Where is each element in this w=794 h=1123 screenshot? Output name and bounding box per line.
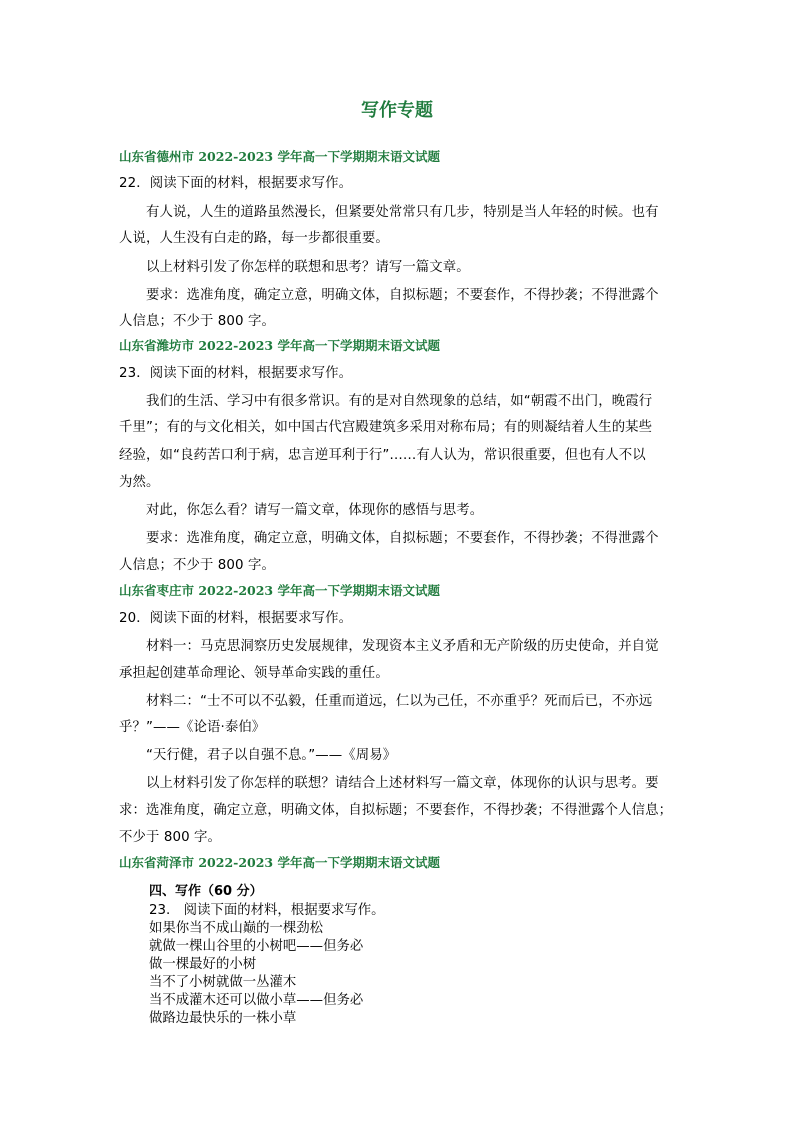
page-title: 写作专题 [361,100,433,121]
requirements-line: 求：选准角度，确定立意，明确文体，自拟标题；不要套作，不得抄袭；不得泄露个人信息； [119,803,673,818]
question-23-prompt: 23．阅读下面的材料，根据要求写作。 [119,366,353,381]
text-line: 为然。 [119,475,160,490]
poem-line: 做一棵最好的小树 [149,957,257,972]
text-line: 以上材料引发了你怎样的联想和思考？请写一篇文章。 [146,260,470,275]
poem-line: 当不成灌木还可以做小草——但务必 [149,993,364,1008]
poem-line: 做路边最快乐的一株小草 [149,1011,297,1026]
requirements-line: 要求：选准角度，确定立意，明确文体，自拟标题；不要套作，不得抄袭；不得泄露个 [146,531,659,546]
part-four-heading: 四、写作（60 分） [149,884,263,899]
text-line: 材料一：马克思洞察历史发展规律，发现资本主义矛盾和无产阶级的历史使命，并自觉 [146,639,659,654]
section-heading-heze: 山东省菏泽市 2022-2023 学年高一下学期期末语文试题 [119,855,440,870]
text-line: 材料二：“士不可以不弘毅，任重而道远，仁以为己任，不亦重乎？死而后已，不亦远 [146,694,653,709]
question-20-prompt: 20．阅读下面的材料，根据要求写作。 [119,611,353,626]
poem-line: 当不了小树就做一丛灌木 [149,975,297,990]
poem-line: 如果你当不成山巅的一棵劲松 [149,921,324,936]
requirements-line: 要求：选准角度，确定立意，明确文体，自拟标题；不要套作，不得抄袭；不得泄露个 [146,288,659,303]
section-heading-zaozhuang: 山东省枣庄市 2022-2023 学年高一下学期期末语文试题 [119,583,440,598]
text-line: 承担起创建革命理论、领导革命实践的重任。 [119,666,389,681]
requirements-line: 人信息；不少于 800 字。 [119,314,275,329]
question-23-prompt: 23. 阅读下面的材料，根据要求写作。 [149,903,385,918]
text-line: 对此，你怎么看？请写一篇文章，体现你的感悟与思考。 [146,503,484,518]
text-line: 经验，如“良药苦口利于病，忠言逆耳利于行”……有人认为，常识很重要，但也有人不以 [119,448,646,463]
text-line: 以上材料引发了你怎样的联想？请结合上述材料写一篇文章，体现你的认识与思考。要 [146,776,659,791]
requirements-line: 不少于 800 字。 [119,830,222,845]
text-line: “天行健，君子以自强不息。”——《周易》 [146,748,397,763]
requirements-line: 人信息；不少于 800 字。 [119,558,275,573]
text-line: 有人说，人生的道路虽然漫长，但紧要处常常只有几步，特别是当人年轻的时候。也有 [146,205,659,220]
question-22-prompt: 22．阅读下面的材料，根据要求写作。 [119,176,353,191]
text-line: 千里”；有的与文化相关，如中国古代宫殿建筑多采用对称布局；有的则凝结着人生的某些 [119,420,653,435]
section-heading-weifang: 山东省潍坊市 2022-2023 学年高一下学期期末语文试题 [119,338,440,353]
text-line: 人说，人生没有白走的路，每一步都很重要。 [119,231,389,246]
text-line: 乎？”——《论语·泰伯》 [119,720,266,735]
poem-line: 就做一棵山谷里的小树吧——但务必 [149,939,364,954]
section-heading-dezhou: 山东省德州市 2022-2023 学年高一下学期期末语文试题 [119,149,440,164]
text-line: 我们的生活、学习中有很多常识。有的是对自然现象的总结，如“朝霞不出门，晚霞行 [146,394,653,409]
